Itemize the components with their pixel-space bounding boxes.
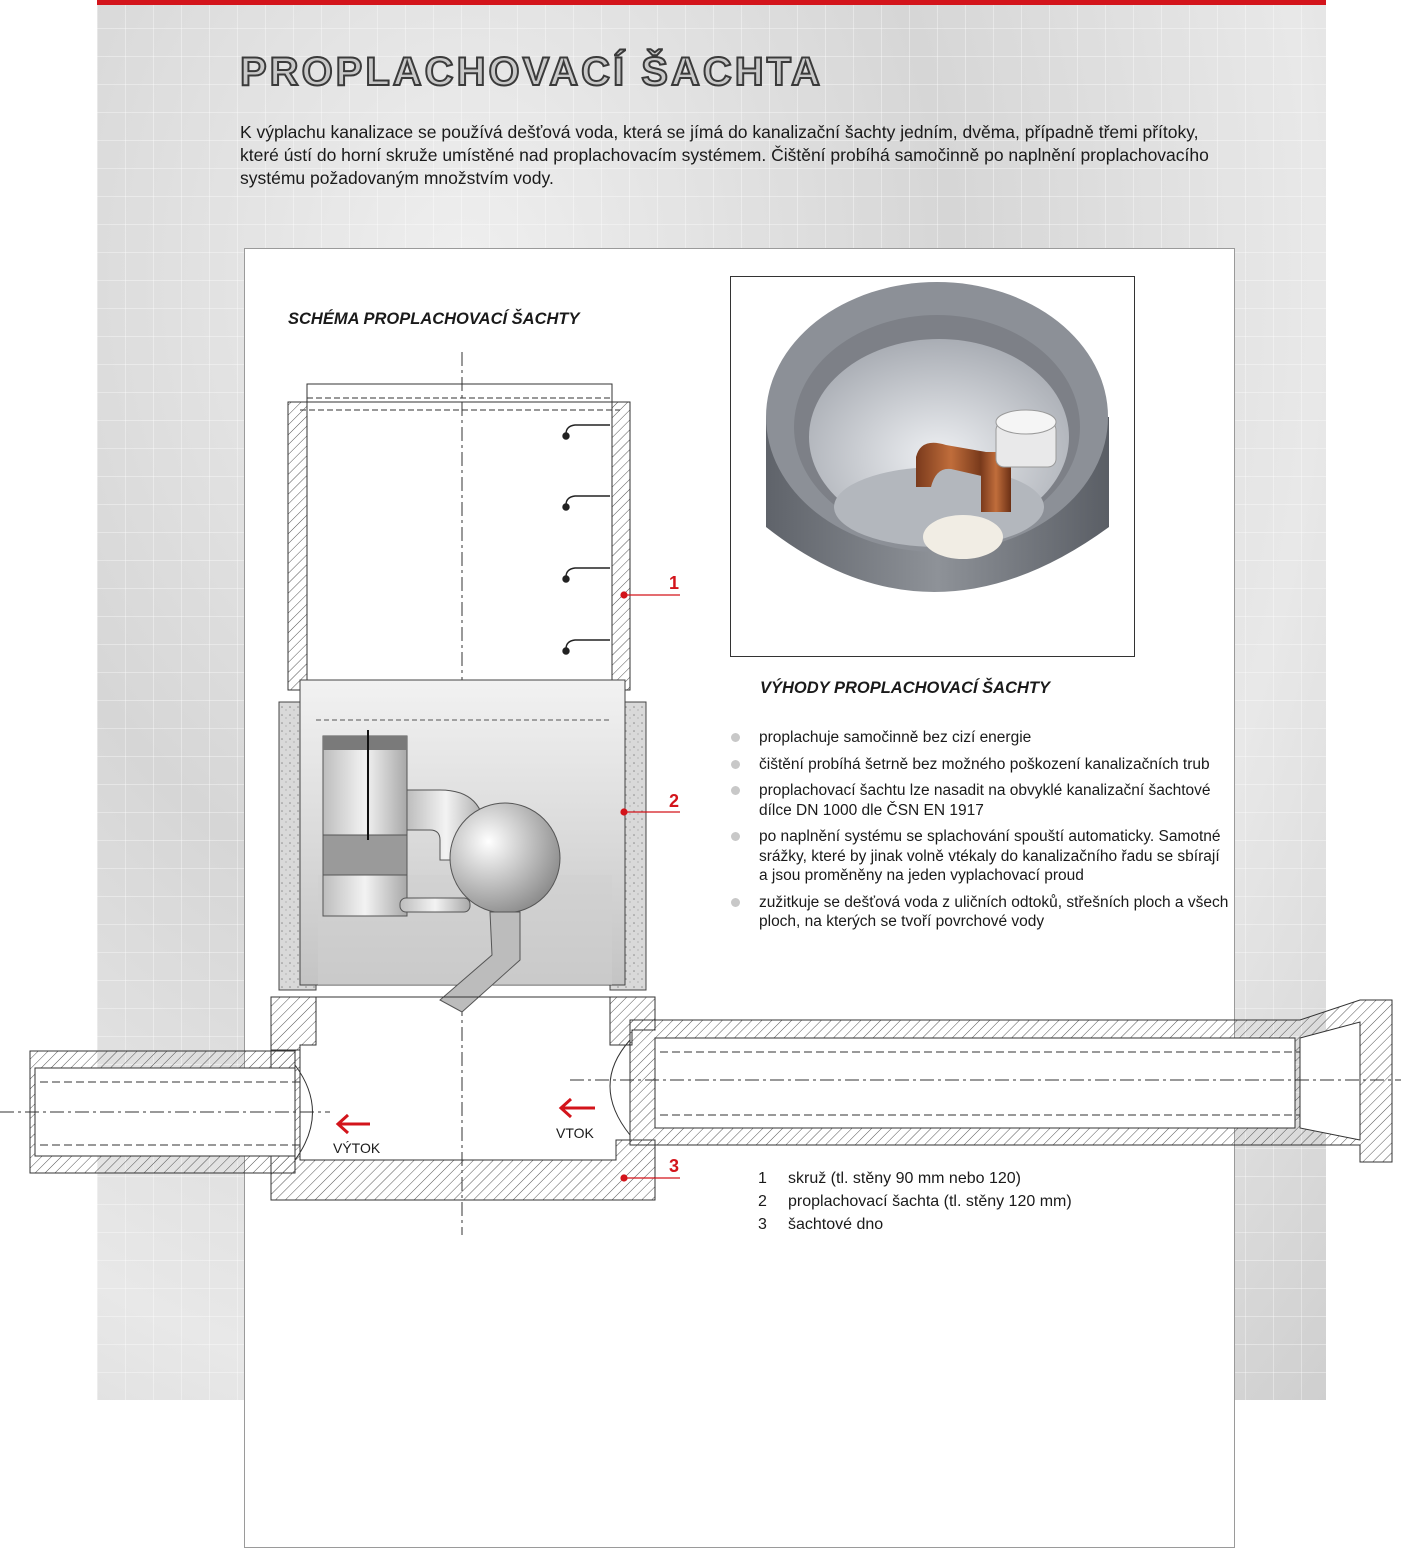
legend bbox=[758, 1167, 1072, 1236]
inflow-label: VTOK bbox=[556, 1125, 594, 1141]
callout-1: 1 bbox=[669, 573, 680, 593]
legend-item: 1 skruž (tl. stěny 90 mm nebo 120) bbox=[758, 1170, 1021, 1187]
page-title: PROPLACHOVACÍ ŠACHTA bbox=[240, 50, 823, 94]
list-item: zužitkuje se dešťová voda z uličních odtoků, střešních ploch a všech ploch, na kterých se tvoří povrchové vody bbox=[730, 893, 1230, 932]
list-item: po naplnění systému se splachování spouští automaticky. Samotné srážky, které by jinak volně vtékaly do kanalizačního řadu se sbírají a jsou proměněny na jeden vyplachovací proud bbox=[730, 827, 1230, 886]
advantages-heading: VÝHODY PROPLACHOVACÍ ŠACHTY bbox=[760, 679, 1051, 697]
legend-item: 2 proplachovací šachta (tl. stěny 120 mm) bbox=[758, 1193, 1072, 1210]
list-item: proplachuje samočinně bez cizí energie bbox=[730, 728, 1230, 748]
callout-2: 2 bbox=[669, 791, 680, 811]
legend-item: 3 šachtové dno bbox=[758, 1216, 884, 1233]
callout-3: 3 bbox=[669, 1156, 680, 1176]
list-item: proplachovací šachtu lze nasadit na obvyklé kanalizační šachtové dílce DN 1000 dle ČSN EN 1917 bbox=[730, 781, 1230, 820]
schema-heading: SCHÉMA PROPLACHOVACÍ ŠACHTY bbox=[288, 310, 580, 328]
list-item: čištění probíhá šetrně bez možného poškození kanalizačních trub bbox=[730, 755, 1230, 775]
outflow-label: VÝTOK bbox=[333, 1140, 381, 1156]
intro-paragraph: K výplachu kanalizace se používá dešťová voda, která se jímá do kanalizační šachty jedním, dvěma, případně třemi přítoky, které ústí do horní skruže umístěné nad proplachovacím systémem. Čištění probíhá samočinně po naplnění proplachovacího systému požadovaným množstvím vody. bbox=[240, 122, 1209, 188]
